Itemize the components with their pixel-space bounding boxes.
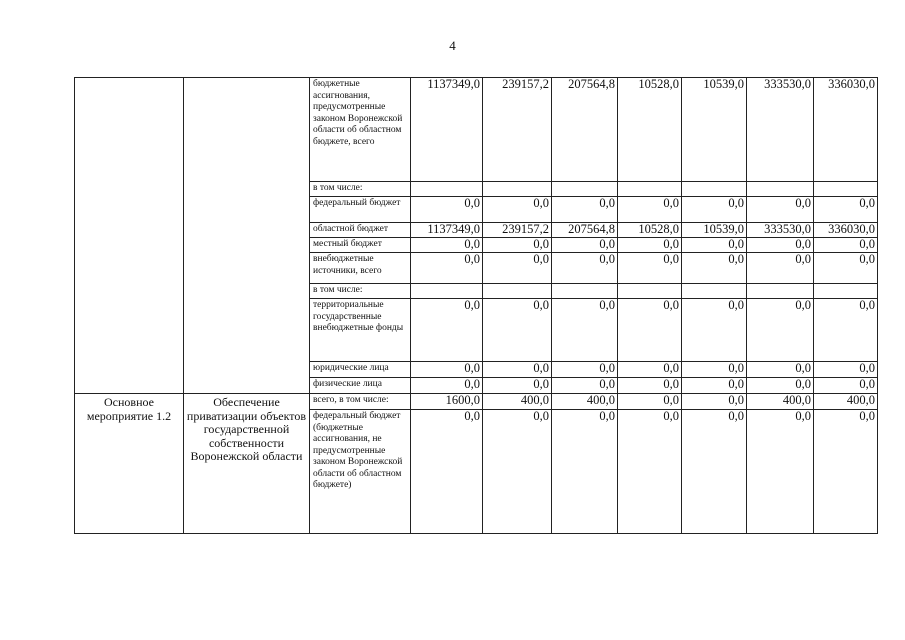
- value-cell: 0,0: [618, 378, 682, 394]
- value-cell: [483, 284, 552, 299]
- row-label: в том числе:: [310, 284, 411, 299]
- row-label: физические лица: [310, 378, 411, 394]
- activity-name-cell: Обеспечение приватизации объектов государственной собственности Воронежской области: [184, 394, 310, 534]
- value-cell: 207564,8: [552, 223, 618, 238]
- activity.rows-row: [75, 394, 878, 410]
- value-cell: 0,0: [682, 299, 747, 362]
- value-cell: 0,0: [814, 253, 878, 284]
- value-cell: 0,0: [747, 253, 814, 284]
- value-cell: [618, 182, 682, 197]
- value-cell: 0,0: [483, 253, 552, 284]
- value-cell: 10528,0: [618, 78, 682, 182]
- value-cell: 0,0: [747, 410, 814, 534]
- value-cell: [483, 182, 552, 197]
- value-cell: 0,0: [483, 410, 552, 534]
- value-cell: 0,0: [747, 238, 814, 253]
- row-label: юридические лица: [310, 362, 411, 378]
- value-cell: 0,0: [747, 362, 814, 378]
- row-label: в том числе:: [310, 182, 411, 197]
- value-cell: 0,0: [682, 253, 747, 284]
- value-cell: 0,0: [747, 378, 814, 394]
- value-cell: [747, 182, 814, 197]
- value-cell: 400,0: [483, 394, 552, 410]
- activity-status-cell: Основное мероприятие 1.2: [75, 394, 184, 534]
- value-cell: 1137349,0: [411, 78, 483, 182]
- value-cell: 0,0: [814, 299, 878, 362]
- value-cell: 0,0: [682, 394, 747, 410]
- value-cell: [411, 182, 483, 197]
- row-label: областной бюджет: [310, 223, 411, 238]
- value-cell: 0,0: [552, 299, 618, 362]
- row-label: бюджетные ассигнования, предусмотренные законом Воронежской области об областном бюджете, всего: [310, 78, 411, 182]
- value-cell: 400,0: [814, 394, 878, 410]
- value-cell: 0,0: [411, 299, 483, 362]
- value-cell: 0,0: [483, 299, 552, 362]
- value-cell: 0,0: [552, 197, 618, 223]
- value-cell: 0,0: [411, 238, 483, 253]
- value-cell: [747, 284, 814, 299]
- row-label: территориальные государственные внебюджетные фонды: [310, 299, 411, 362]
- value-cell: 0,0: [483, 378, 552, 394]
- value-cell: 0,0: [618, 362, 682, 378]
- value-cell: 0,0: [411, 197, 483, 223]
- value-cell: 333530,0: [747, 78, 814, 182]
- value-cell: 336030,0: [814, 78, 878, 182]
- status-cell-continued: [75, 78, 184, 394]
- row-label: внебюджетные источники, всего: [310, 253, 411, 284]
- value-cell: 10528,0: [618, 223, 682, 238]
- value-cell: 0,0: [618, 394, 682, 410]
- value-cell: 0,0: [411, 410, 483, 534]
- value-cell: 207564,8: [552, 78, 618, 182]
- value-cell: 0,0: [682, 410, 747, 534]
- row-label: всего, в том числе:: [310, 394, 411, 410]
- value-cell: [552, 284, 618, 299]
- value-cell: 0,0: [552, 378, 618, 394]
- value-cell: 0,0: [411, 362, 483, 378]
- value-cell: 0,0: [411, 378, 483, 394]
- value-cell: 0,0: [682, 362, 747, 378]
- value-cell: 0,0: [814, 362, 878, 378]
- value-cell: [682, 182, 747, 197]
- value-cell: 239157,2: [483, 223, 552, 238]
- value-cell: 400,0: [747, 394, 814, 410]
- value-cell: 0,0: [814, 238, 878, 253]
- value-cell: 1137349,0: [411, 223, 483, 238]
- value-cell: 0,0: [682, 238, 747, 253]
- value-cell: 10539,0: [682, 78, 747, 182]
- value-cell: 239157,2: [483, 78, 552, 182]
- value-cell: 0,0: [618, 197, 682, 223]
- value-cell: 336030,0: [814, 223, 878, 238]
- value-cell: 0,0: [747, 299, 814, 362]
- value-cell: [618, 284, 682, 299]
- page-number: 4: [449, 38, 456, 53]
- value-cell: 0,0: [814, 378, 878, 394]
- value-cell: 0,0: [552, 253, 618, 284]
- value-cell: 0,0: [411, 253, 483, 284]
- budget-table: [74, 77, 878, 534]
- value-cell: 0,0: [814, 197, 878, 223]
- value-cell: 0,0: [682, 378, 747, 394]
- continued_rows-row: [75, 78, 878, 182]
- value-cell: 0,0: [552, 238, 618, 253]
- value-cell: 0,0: [483, 197, 552, 223]
- value-cell: 0,0: [552, 410, 618, 534]
- value-cell: 333530,0: [747, 223, 814, 238]
- value-cell: 0,0: [483, 238, 552, 253]
- value-cell: 0,0: [618, 253, 682, 284]
- value-cell: [814, 284, 878, 299]
- value-cell: 0,0: [552, 362, 618, 378]
- value-cell: 0,0: [483, 362, 552, 378]
- value-cell: 10539,0: [682, 223, 747, 238]
- row-label: федеральный бюджет: [310, 197, 411, 223]
- value-cell: [814, 182, 878, 197]
- value-cell: 0,0: [682, 197, 747, 223]
- value-cell: 0,0: [814, 410, 878, 534]
- value-cell: [682, 284, 747, 299]
- value-cell: 0,0: [747, 197, 814, 223]
- row-label: местный бюджет: [310, 238, 411, 253]
- value-cell: 0,0: [618, 299, 682, 362]
- value-cell: 0,0: [618, 238, 682, 253]
- value-cell: [552, 182, 618, 197]
- name-cell-continued: [184, 78, 310, 394]
- value-cell: 0,0: [618, 410, 682, 534]
- row-label: федеральный бюджет (бюджетные ассигнования, не предусмотренные законом Воронежской области об областном бюджете): [310, 410, 411, 534]
- value-cell: 1600,0: [411, 394, 483, 410]
- value-cell: 400,0: [552, 394, 618, 410]
- value-cell: [411, 284, 483, 299]
